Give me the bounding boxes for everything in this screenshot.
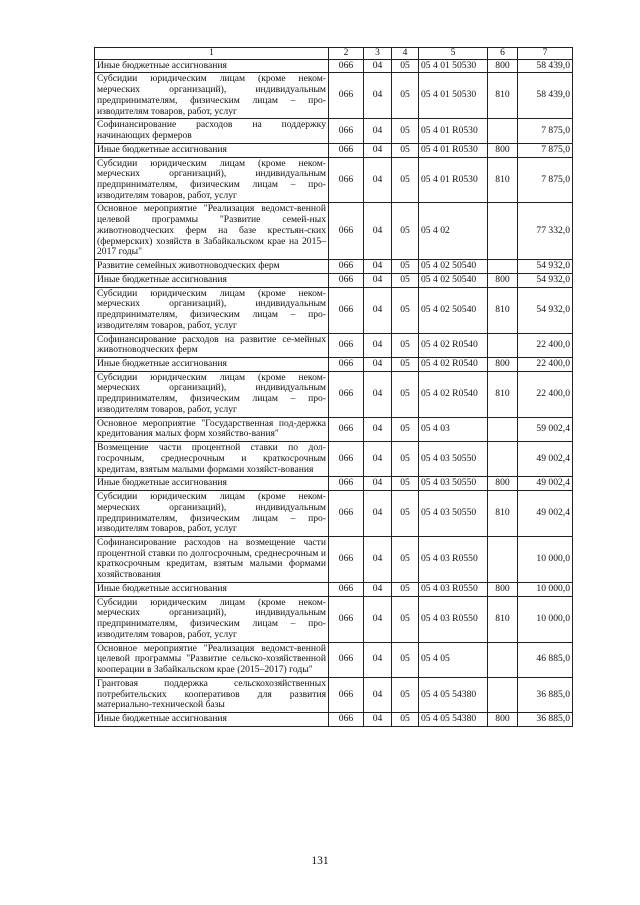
expense-type-cell xyxy=(488,260,518,274)
expense-type-cell xyxy=(488,442,518,477)
ministry-code-cell: 066 xyxy=(329,260,364,274)
section-code-cell: 04 xyxy=(364,371,392,417)
row-name-cell: Иные бюджетные ассигнования xyxy=(95,477,329,491)
amount-cell: 7 875,0 xyxy=(518,157,573,203)
table-header-row xyxy=(95,48,573,60)
header-cell-6: 6 xyxy=(488,48,518,60)
expense-type-cell: 800 xyxy=(488,477,518,491)
section-code-cell: 04 xyxy=(364,143,392,157)
target-article-cell: 05 4 02 xyxy=(419,203,488,260)
subsection-code-cell: 05 xyxy=(392,143,419,157)
section-code-cell: 04 xyxy=(364,59,392,73)
ministry-code-cell: 066 xyxy=(329,119,364,143)
target-article-cell: 05 4 02 R0540 xyxy=(419,357,488,371)
ministry-code-cell: 066 xyxy=(329,333,364,357)
ministry-code-cell: 066 xyxy=(329,273,364,287)
expense-type-cell: 810 xyxy=(488,491,518,537)
expense-type-cell: 810 xyxy=(488,287,518,333)
header-cell-2: 2 xyxy=(329,48,364,60)
expense-type-cell: 800 xyxy=(488,143,518,157)
target-article-cell: 05 4 05 54380 xyxy=(419,713,488,727)
amount-cell: 58 439,0 xyxy=(518,73,573,119)
subsection-code-cell: 05 xyxy=(392,59,419,73)
target-article-cell: 05 4 03 R0550 xyxy=(419,596,488,642)
table-row xyxy=(95,119,573,143)
expense-type-cell xyxy=(488,677,518,712)
table-row xyxy=(95,582,573,596)
table-row xyxy=(95,442,573,477)
ministry-code-cell: 066 xyxy=(329,491,364,537)
subsection-code-cell: 05 xyxy=(392,260,419,274)
row-name-cell: Основное мероприятие "Реализация ведомст-венной целевой программы "Развитие семей-ных животноводческих ферм на базе крестьян-ских (фермерских) хозяйств в Забайкальском крае на 2015–2017 годы" xyxy=(95,203,329,260)
table-row xyxy=(95,73,573,119)
target-article-cell: 05 4 01 50530 xyxy=(419,59,488,73)
ministry-code-cell: 066 xyxy=(329,203,364,260)
subsection-code-cell: 05 xyxy=(392,677,419,712)
subsection-code-cell: 05 xyxy=(392,713,419,727)
subsection-code-cell: 05 xyxy=(392,119,419,143)
row-name-cell: Иные бюджетные ассигнования xyxy=(95,713,329,727)
amount-cell: 22 400,0 xyxy=(518,371,573,417)
expense-type-cell: 810 xyxy=(488,371,518,417)
target-article-cell: 05 4 02 50540 xyxy=(419,260,488,274)
subsection-code-cell: 05 xyxy=(392,357,419,371)
row-name-cell: Иные бюджетные ассигнования xyxy=(95,273,329,287)
subsection-code-cell: 05 xyxy=(392,642,419,677)
target-article-cell: 05 4 02 R0540 xyxy=(419,371,488,417)
section-code-cell: 04 xyxy=(364,537,392,583)
subsection-code-cell: 05 xyxy=(392,371,419,417)
ministry-code-cell: 066 xyxy=(329,596,364,642)
row-name-cell: Основное мероприятие "Государственная под-держка кредитования малых форм хозяйство-вания" xyxy=(95,417,329,441)
target-article-cell: 05 4 03 R0550 xyxy=(419,582,488,596)
row-name-cell: Развитие семейных животноводческих ферм xyxy=(95,260,329,274)
amount-cell: 46 885,0 xyxy=(518,642,573,677)
row-name-cell: Субсидии юридическим лицам (кроме неком-мерческих организаций), индивидуальным предпринимателям, физическим лицам – про-изводителям товаров, работ, услуг xyxy=(95,491,329,537)
amount-cell: 22 400,0 xyxy=(518,357,573,371)
subsection-code-cell: 05 xyxy=(392,273,419,287)
amount-cell: 58 439,0 xyxy=(518,59,573,73)
table-row xyxy=(95,333,573,357)
section-code-cell: 04 xyxy=(364,333,392,357)
target-article-cell: 05 4 02 R0540 xyxy=(419,333,488,357)
row-name-cell: Субсидии юридическим лицам (кроме неком-мерческих организаций), индивидуальным предпринимателям, физическим лицам – про-изводителям товаров, работ, услуг xyxy=(95,371,329,417)
table-row xyxy=(95,273,573,287)
section-code-cell: 04 xyxy=(364,596,392,642)
row-name-cell: Субсидии юридическим лицам (кроме неком-мерческих организаций), индивидуальным предпринимателям, физическим лицам – про-изводителям товаров, работ, услуг xyxy=(95,287,329,333)
header-cell-5: 5 xyxy=(419,48,488,60)
row-name-cell: Софинансирование расходов на развитие се-мейных животноводческих ферм xyxy=(95,333,329,357)
table-row xyxy=(95,491,573,537)
section-code-cell: 04 xyxy=(364,642,392,677)
table-row xyxy=(95,143,573,157)
target-article-cell: 05 4 02 50540 xyxy=(419,273,488,287)
section-code-cell: 04 xyxy=(364,713,392,727)
subsection-code-cell: 05 xyxy=(392,442,419,477)
section-code-cell: 04 xyxy=(364,73,392,119)
target-article-cell: 05 4 03 R0550 xyxy=(419,537,488,583)
section-code-cell: 04 xyxy=(364,119,392,143)
row-name-cell: Иные бюджетные ассигнования xyxy=(95,582,329,596)
row-name-cell: Иные бюджетные ассигнования xyxy=(95,59,329,73)
amount-cell: 54 932,0 xyxy=(518,287,573,333)
expense-type-cell xyxy=(488,537,518,583)
section-code-cell: 04 xyxy=(364,491,392,537)
amount-cell: 10 000,0 xyxy=(518,582,573,596)
target-article-cell: 05 4 01 R0530 xyxy=(419,143,488,157)
amount-cell: 49 002,4 xyxy=(518,477,573,491)
subsection-code-cell: 05 xyxy=(392,157,419,203)
table-row xyxy=(95,713,573,727)
table-row xyxy=(95,371,573,417)
expense-type-cell: 800 xyxy=(488,59,518,73)
subsection-code-cell: 05 xyxy=(392,596,419,642)
amount-cell: 36 885,0 xyxy=(518,713,573,727)
target-article-cell: 05 4 03 50550 xyxy=(419,442,488,477)
row-name-cell: Иные бюджетные ассигнования xyxy=(95,357,329,371)
table-body xyxy=(95,59,573,726)
row-name-cell: Возмещение части процентной ставки по дол-госрочным, среднесрочным и краткосрочным кредитам, взятым малыми формами хозяйст-вования xyxy=(95,442,329,477)
table-row xyxy=(95,537,573,583)
amount-cell: 54 932,0 xyxy=(518,260,573,274)
ministry-code-cell: 066 xyxy=(329,157,364,203)
ministry-code-cell: 066 xyxy=(329,287,364,333)
expense-type-cell: 800 xyxy=(488,582,518,596)
expense-type-cell: 810 xyxy=(488,73,518,119)
expense-type-cell xyxy=(488,333,518,357)
ministry-code-cell: 066 xyxy=(329,357,364,371)
budget-table xyxy=(94,47,573,727)
target-article-cell: 05 4 01 R0530 xyxy=(419,157,488,203)
ministry-code-cell: 066 xyxy=(329,59,364,73)
header-cell-4: 4 xyxy=(392,48,419,60)
ministry-code-cell: 066 xyxy=(329,537,364,583)
ministry-code-cell: 066 xyxy=(329,477,364,491)
amount-cell: 77 332,0 xyxy=(518,203,573,260)
target-article-cell: 05 4 05 xyxy=(419,642,488,677)
ministry-code-cell: 066 xyxy=(329,677,364,712)
amount-cell: 7 875,0 xyxy=(518,119,573,143)
table-row xyxy=(95,157,573,203)
table-row xyxy=(95,260,573,274)
section-code-cell: 04 xyxy=(364,203,392,260)
expense-type-cell: 800 xyxy=(488,273,518,287)
ministry-code-cell: 066 xyxy=(329,143,364,157)
table-row xyxy=(95,477,573,491)
expense-type-cell: 800 xyxy=(488,357,518,371)
amount-cell: 54 932,0 xyxy=(518,273,573,287)
row-name-cell: Софинансирование расходов на поддержку начинающих фермеров xyxy=(95,119,329,143)
subsection-code-cell: 05 xyxy=(392,73,419,119)
row-name-cell: Субсидии юридическим лицам (кроме неком-мерческих организаций), индивидуальным предпринимателям, физическим лицам – про-изводителям товаров, работ, услуг xyxy=(95,596,329,642)
row-name-cell: Основное мероприятие "Реализация ведомст-венной целевой программы "Развитие сельско-хозяйственной кооперации в Забайкальском крае (2015–2017) годы" xyxy=(95,642,329,677)
subsection-code-cell: 05 xyxy=(392,477,419,491)
target-article-cell: 05 4 02 50540 xyxy=(419,287,488,333)
header-cell-1: 1 xyxy=(95,48,329,60)
subsection-code-cell: 05 xyxy=(392,287,419,333)
expense-type-cell xyxy=(488,119,518,143)
expense-type-cell xyxy=(488,642,518,677)
row-name-cell: Софинансирование расходов на возмещение части процентной ставки по долгосрочным, среднесрочным и краткосрочным кредитам, взятым малыми формами хозяйствования xyxy=(95,537,329,583)
ministry-code-cell: 066 xyxy=(329,713,364,727)
subsection-code-cell: 05 xyxy=(392,203,419,260)
row-name-cell: Субсидии юридическим лицам (кроме неком-мерческих организаций), индивидуальным предпринимателям, физическим лицам – про-изводителям товаров, работ, услуг xyxy=(95,73,329,119)
ministry-code-cell: 066 xyxy=(329,582,364,596)
subsection-code-cell: 05 xyxy=(392,417,419,441)
row-name-cell: Субсидии юридическим лицам (кроме неком-мерческих организаций), индивидуальным предпринимателям, физическим лицам – про-изводителям товаров, работ, услуг xyxy=(95,157,329,203)
section-code-cell: 04 xyxy=(364,260,392,274)
expense-type-cell: 810 xyxy=(488,596,518,642)
target-article-cell: 05 4 01 50530 xyxy=(419,73,488,119)
table-row xyxy=(95,677,573,712)
amount-cell: 49 002,4 xyxy=(518,442,573,477)
table-row xyxy=(95,287,573,333)
target-article-cell: 05 4 05 54380 xyxy=(419,677,488,712)
expense-type-cell xyxy=(488,203,518,260)
subsection-code-cell: 05 xyxy=(392,582,419,596)
amount-cell: 10 000,0 xyxy=(518,537,573,583)
section-code-cell: 04 xyxy=(364,157,392,203)
amount-cell: 10 000,0 xyxy=(518,596,573,642)
section-code-cell: 04 xyxy=(364,287,392,333)
table-row xyxy=(95,417,573,441)
expense-type-cell: 810 xyxy=(488,157,518,203)
amount-cell: 59 002,4 xyxy=(518,417,573,441)
expense-type-cell xyxy=(488,417,518,441)
section-code-cell: 04 xyxy=(364,417,392,441)
section-code-cell: 04 xyxy=(364,477,392,491)
expense-type-cell: 800 xyxy=(488,713,518,727)
section-code-cell: 04 xyxy=(364,442,392,477)
table-row xyxy=(95,357,573,371)
ministry-code-cell: 066 xyxy=(329,73,364,119)
amount-cell: 36 885,0 xyxy=(518,677,573,712)
row-name-cell: Иные бюджетные ассигнования xyxy=(95,143,329,157)
section-code-cell: 04 xyxy=(364,582,392,596)
ministry-code-cell: 066 xyxy=(329,642,364,677)
ministry-code-cell: 066 xyxy=(329,442,364,477)
subsection-code-cell: 05 xyxy=(392,491,419,537)
section-code-cell: 04 xyxy=(364,677,392,712)
header-cell-7: 7 xyxy=(518,48,573,60)
ministry-code-cell: 066 xyxy=(329,417,364,441)
target-article-cell: 05 4 01 R0530 xyxy=(419,119,488,143)
table-row xyxy=(95,596,573,642)
table-row xyxy=(95,59,573,73)
target-article-cell: 05 4 03 50550 xyxy=(419,491,488,537)
amount-cell: 22 400,0 xyxy=(518,333,573,357)
ministry-code-cell: 066 xyxy=(329,371,364,417)
amount-cell: 49 002,4 xyxy=(518,491,573,537)
section-code-cell: 04 xyxy=(364,357,392,371)
table-row xyxy=(95,203,573,260)
page-number: 131 xyxy=(311,855,329,867)
subsection-code-cell: 05 xyxy=(392,537,419,583)
subsection-code-cell: 05 xyxy=(392,333,419,357)
table-row xyxy=(95,642,573,677)
document-page xyxy=(94,47,572,727)
target-article-cell: 05 4 03 50550 xyxy=(419,477,488,491)
header-cell-3: 3 xyxy=(364,48,392,60)
target-article-cell: 05 4 03 xyxy=(419,417,488,441)
section-code-cell: 04 xyxy=(364,273,392,287)
row-name-cell: Грантовая поддержка сельскохозяйственных потребительских кооперативов для развития материально-технической базы xyxy=(95,677,329,712)
amount-cell: 7 875,0 xyxy=(518,143,573,157)
